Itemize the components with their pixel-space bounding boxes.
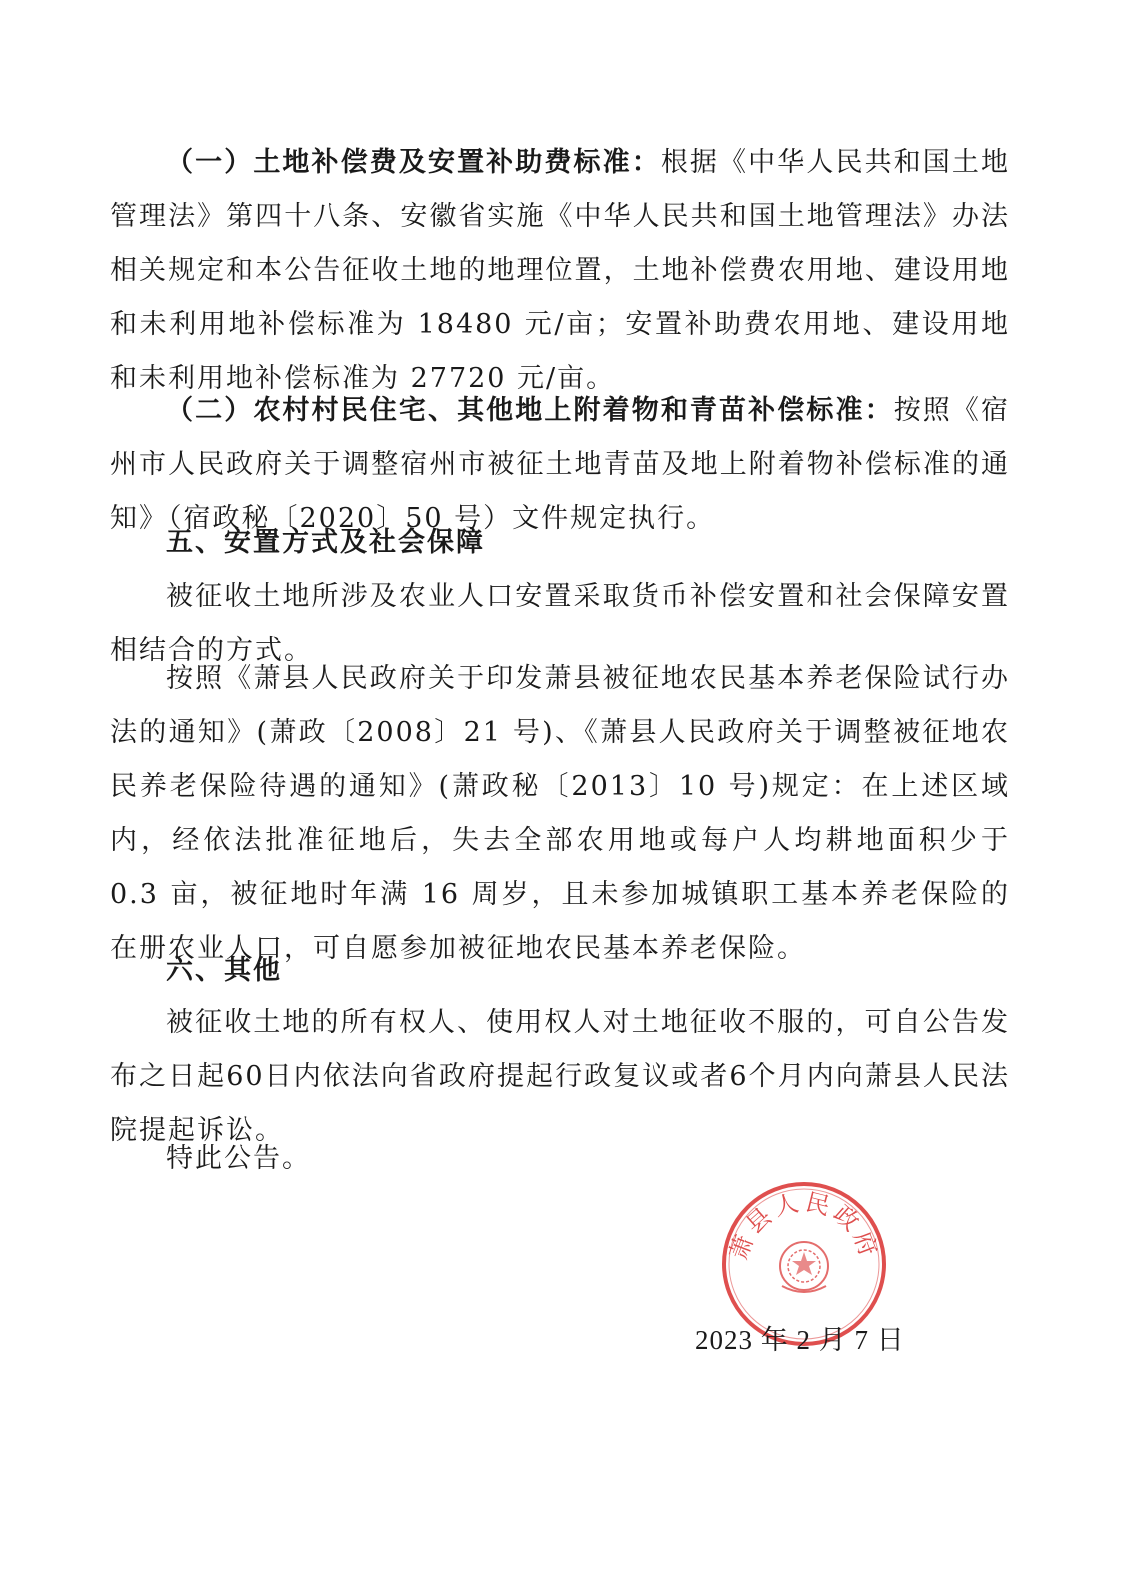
paragraph-text: 被征收土地所涉及农业人口安置采取货币补偿安置和社会保障安置相结合的方式。 (110, 581, 1010, 666)
svg-text:萧县人民政府: 萧县人民政府 (724, 1187, 884, 1264)
paragraph-insurance (110, 652, 1010, 976)
paragraph-text: 按照《宿州市人民政府关于调整宿州市被征土地青苗及地上附着物补偿标准的通知》（宿政秘〔2020〕50 号）文件规定执行。 (110, 395, 1011, 534)
paragraph-text: 根据《中华人民共和国土地管理法》第四十八条、安徽省实施《中华人民共和国土地管理法》办法相关规定和本公告征收土地的地理位置，土地补偿费农用地、建设用地和未利用地补偿标准为 18480 元/亩；安置补助费农用地、建设用地和未利用地补偿标准为 27720 元/亩。 (110, 147, 1011, 394)
section-heading-resettlement (110, 516, 1010, 570)
section-heading: 六、其他 (166, 955, 282, 986)
section-heading-other (110, 944, 1010, 998)
paragraph-label: （二）农村村民住宅、其他地上附着物和青苗补偿标准： (166, 395, 894, 426)
closing-text: 特此公告。 (166, 1143, 311, 1174)
section-heading: 五、安置方式及社会保障 (166, 527, 485, 558)
national-emblem-icon (780, 1242, 828, 1292)
issue-date: 2023 年 2 月 7 日 (695, 1325, 905, 1355)
paragraph-text: 被征收土地的所有权人、使用权人对土地征收不服的，可自公告发布之日起60日内依法向省政府提起行政复议或者6个月内向萧县人民法院提起诉讼。 (110, 1007, 1010, 1146)
paragraph-land-compensation (110, 136, 1010, 406)
paragraph-text: 按照《萧县人民政府关于印发萧县被征地农民基本养老保险试行办法的通知》(萧政〔2008〕21 号)、《萧县人民政府关于调整被征地农民养老保险待遇的通知》(萧政秘〔2013〕10 号)规定：在上述区域内，经依法批准征地后，失去全部农用地或每户人均耕地面积少于 0.3 亩，被征地时年满 16 周岁，且未参加城镇职工基本养老保险的在册农业人口，可自愿参加被征地农民基本养老保险。 (110, 663, 1010, 964)
closing-statement (110, 1132, 1010, 1186)
paragraph-label: （一）土地补偿费及安置补助费标准： (166, 147, 661, 178)
